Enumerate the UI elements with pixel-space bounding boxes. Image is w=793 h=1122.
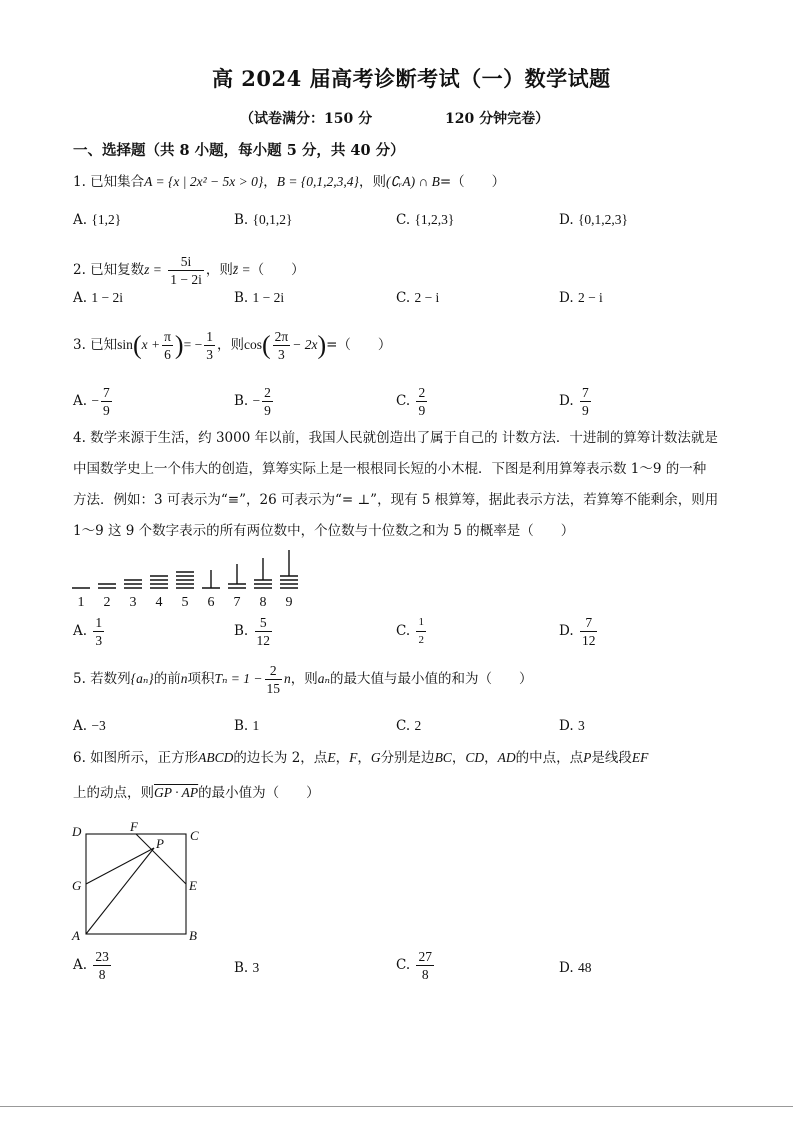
q6-abcd: ABCD	[198, 750, 234, 765]
q2-option-a[interactable]	[73, 290, 123, 306]
numerator: 5	[255, 614, 273, 632]
numerator: 7	[581, 385, 589, 400]
q6-f: F	[349, 750, 358, 765]
option-label: D.	[559, 212, 574, 228]
q3-2pi-over-3	[273, 328, 291, 363]
q2-paren: （ ）	[250, 262, 305, 278]
q1-option-a[interactable]	[73, 212, 121, 228]
q5-fraction	[265, 662, 283, 697]
option-fraction	[416, 384, 427, 419]
q3-option-c[interactable]	[396, 384, 429, 419]
denominator: 9	[581, 403, 589, 418]
q3-then: ，则	[216, 337, 244, 353]
q6-sep: ，	[484, 750, 498, 766]
denominator: 12	[581, 633, 596, 648]
option-value: 2 − i	[577, 290, 603, 305]
option-label: A.	[73, 212, 88, 228]
option-label: C.	[396, 290, 411, 306]
q6-bc: BC	[434, 750, 452, 765]
q2-zbar: z̄ =	[232, 262, 251, 277]
option-value: {0,1,2,3}	[577, 212, 629, 227]
q4-option-b[interactable]	[234, 614, 274, 649]
option-fraction	[93, 614, 104, 649]
option-label: B.	[234, 290, 249, 306]
numerator: 27	[418, 949, 432, 964]
q6-g: G	[370, 750, 381, 765]
question-4-line-4: 1～9 这 9 个数字表示的所有两位数中，个位数与十位数之和为 5 的概率是（ ）	[73, 523, 575, 539]
time-info: 120 分钟完卷）	[445, 111, 550, 127]
q1-comma: ，	[263, 174, 277, 190]
counting-rods-figure	[70, 548, 310, 610]
q5-mid: 的前	[153, 671, 181, 687]
q3-option-b[interactable]	[234, 384, 275, 419]
q3-eq-neg: = −	[183, 337, 203, 352]
rod-digit: 3	[129, 595, 137, 610]
numerator: 2π	[274, 329, 289, 344]
option-label: B.	[234, 623, 249, 639]
option-label: D.	[559, 290, 574, 306]
denominator: 3	[95, 633, 103, 648]
option-value: 2 − i	[414, 290, 440, 305]
q3-sin: sin	[117, 337, 133, 352]
segment-gp	[86, 848, 154, 884]
numerator: 1	[95, 615, 103, 630]
option-label: C.	[396, 718, 411, 734]
q1-then: ，则	[358, 174, 386, 190]
question-4-line-2: 中国数学史上一个伟大的创造，算筹实际上是一根根同长短的小木棍．下图是利用算筹表示数 1～9 的一种	[73, 461, 707, 477]
rod-digit: 8	[259, 595, 267, 610]
q2-option-b[interactable]	[234, 290, 284, 306]
q1-prefix: 1. 已知集合	[73, 174, 145, 190]
question-5	[73, 662, 533, 697]
option-label: C.	[396, 393, 411, 409]
denominator: 15	[266, 681, 281, 696]
denominator: 2	[418, 634, 424, 646]
q3-x-plus: x +	[141, 337, 161, 352]
question-1	[73, 172, 505, 192]
label-p: P	[156, 836, 164, 851]
q2-numerator: 5i	[168, 253, 204, 271]
label-b: B	[189, 928, 197, 943]
question-2	[73, 253, 305, 288]
q6-ad: AD	[497, 750, 516, 765]
option-value: −3	[91, 718, 106, 733]
option-label: B.	[234, 393, 249, 409]
numerator: 23	[95, 949, 109, 964]
option-label: D.	[559, 623, 574, 639]
q3-eq-paren: =（ ）	[326, 337, 392, 353]
q6-e: E	[327, 750, 336, 765]
option-label: D.	[559, 718, 574, 734]
denominator: 9	[264, 403, 271, 418]
option-value: {1,2,3}	[414, 212, 455, 227]
option-sign: −	[91, 393, 99, 408]
q6-sep: ，	[357, 750, 371, 766]
question-4-line-1: 4. 数学来源于生活，约 3000 年以前，我国人民就创造出了属于自己的 计数方法．十进制的算筹计数法就是	[73, 430, 718, 446]
option-label: D.	[559, 393, 574, 409]
numerator: 1	[416, 614, 426, 632]
square-abcd	[86, 834, 186, 934]
page-bottom-rule	[0, 1106, 793, 1107]
option-label: B.	[234, 960, 249, 976]
denominator: 9	[102, 403, 110, 418]
q4-option-d[interactable]	[559, 614, 599, 649]
q6-cd: CD	[465, 750, 485, 765]
option-label: A.	[73, 623, 88, 639]
denominator: 8	[98, 967, 106, 982]
option-fraction	[101, 384, 112, 419]
q6-option-b[interactable]	[234, 960, 259, 976]
option-fraction	[93, 948, 111, 983]
label-g: G	[72, 878, 82, 893]
q3-cos: cos	[243, 337, 262, 352]
question-6-line-2	[73, 783, 320, 803]
rod-digit: 2	[103, 595, 111, 610]
rod-digit: 7	[233, 595, 241, 610]
option-fraction	[580, 384, 591, 419]
q5-tn: Tₙ = 1 −	[214, 671, 263, 686]
option-sign: −	[252, 393, 261, 408]
option-label: A.	[73, 957, 88, 973]
score-info: （试卷满分：150 分	[240, 111, 373, 127]
page-title: 高 2024 届高考诊断考试（一）数学试题	[212, 66, 611, 91]
q6-option-a[interactable]	[73, 948, 113, 983]
left-paren: (	[261, 330, 271, 360]
q3-option-d[interactable]	[559, 384, 593, 419]
q1-option-c[interactable]	[396, 212, 454, 228]
option-value: 1 − 2i	[252, 290, 285, 305]
option-fraction	[416, 948, 434, 983]
q3-option-a[interactable]	[73, 384, 114, 419]
rod-digit: 9	[285, 595, 293, 610]
numerator: 7	[102, 385, 110, 400]
q5-option-c[interactable]	[396, 718, 421, 734]
denominator: 3	[206, 347, 213, 362]
numerator: 1	[206, 329, 213, 344]
segment-ap	[86, 848, 154, 934]
q6-option-d[interactable]	[559, 960, 591, 976]
label-e: E	[189, 878, 197, 893]
denominator: 9	[418, 403, 426, 418]
option-fraction	[255, 614, 273, 649]
label-f: F	[130, 819, 138, 834]
q1-expr: (∁ᵣA) ∩ B	[385, 174, 440, 189]
denominator: 8	[421, 967, 429, 982]
q4-option-c[interactable]	[396, 614, 428, 649]
left-paren: (	[132, 330, 142, 360]
q1-option-d[interactable]	[559, 212, 628, 228]
q3-prefix: 3. 已知	[73, 337, 118, 353]
question-4-line-3: 方法．例如：3 可表示为“≡”，26 可表示为“= ⊥”，现有 5 根算筹，据此表示方法，若算筹不能剩余，则用	[73, 492, 719, 508]
label-d: D	[72, 824, 82, 839]
q6-sep: ，	[451, 750, 466, 766]
option-value: {1,2}	[91, 212, 122, 227]
q5-n: n	[180, 671, 188, 686]
option-label: D.	[559, 960, 574, 976]
option-label: B.	[234, 212, 249, 228]
q5-n2: n	[284, 671, 291, 686]
q2-option-d[interactable]	[559, 290, 603, 306]
q2-fraction	[168, 253, 204, 288]
option-fraction	[416, 614, 426, 649]
q1-set-a: A = {x | 2x² − 5x > 0}	[144, 174, 264, 189]
q6-ef: EF	[631, 750, 649, 765]
q5-tail: 的最大值与最小值的和为（ ）	[330, 671, 533, 687]
q1-option-b[interactable]	[234, 212, 292, 228]
q2-z: z =	[144, 262, 162, 277]
q6-sep: ，	[335, 750, 350, 766]
numerator: 2	[264, 385, 271, 400]
option-label: B.	[234, 718, 249, 734]
right-paren: )	[317, 330, 327, 360]
question-6-line-1	[73, 748, 648, 768]
rod-digit: 4	[155, 595, 163, 610]
rod-digit: 6	[207, 595, 215, 610]
denominator: 3	[278, 347, 285, 362]
q2-prefix: 2. 已知复数	[73, 262, 145, 278]
label-c: C	[190, 828, 199, 843]
option-value: 1 − 2i	[91, 290, 123, 305]
option-value: 1	[252, 718, 260, 733]
square-figure	[68, 818, 208, 948]
denominator: 12	[256, 633, 271, 648]
q6-text: 的边长为 2，点	[233, 750, 328, 766]
q5-option-b[interactable]	[234, 718, 259, 734]
option-label: C.	[396, 957, 411, 973]
q4-option-a[interactable]	[73, 614, 106, 649]
option-value: 3	[252, 960, 260, 975]
numerator: 2	[265, 662, 283, 680]
option-value: 2	[414, 718, 422, 733]
q5-mid2: 项积	[187, 671, 215, 687]
q5-option-a[interactable]	[73, 718, 106, 734]
option-label: A.	[73, 718, 88, 734]
q1-set-b: B = {0,1,2,3,4}	[276, 174, 359, 189]
question-3	[73, 328, 391, 363]
section-heading: 一、选择题（共 8 小题，每小题 5 分，共 40 分）	[73, 142, 405, 159]
rod-digit: 1	[77, 595, 85, 610]
option-label: A.	[73, 290, 88, 306]
denominator: 6	[164, 347, 171, 362]
label-a: A	[72, 928, 80, 943]
option-fraction	[580, 614, 598, 649]
q5-an: aₙ	[317, 671, 331, 686]
option-value: 48	[577, 960, 592, 975]
q6-text: 的中点，点	[515, 750, 584, 766]
option-value: 3	[577, 718, 585, 733]
q6-text: 上的动点，则	[73, 785, 154, 801]
numerator: 7	[580, 614, 598, 632]
q6-dot-product: GP · AP	[154, 785, 199, 800]
numerator: π	[164, 329, 171, 344]
q5-then: ，则	[290, 671, 318, 687]
rod-strokes	[72, 550, 298, 588]
numerator: 2	[418, 385, 426, 400]
q2-then: ，则	[205, 262, 233, 278]
q5-prefix: 5. 若数列	[73, 671, 131, 687]
option-label: A.	[73, 393, 88, 409]
q5-option-d[interactable]	[559, 718, 585, 734]
q3-pi-over-6	[162, 328, 173, 363]
q3-one-third	[204, 328, 215, 363]
right-paren: )	[174, 330, 184, 360]
q2-option-c[interactable]	[396, 290, 439, 306]
option-label: C.	[396, 623, 411, 639]
option-value: {0,1,2}	[252, 212, 293, 227]
rod-digit: 5	[181, 595, 189, 610]
q3-minus-2x: − 2x	[292, 337, 318, 352]
q5-sequence: {aₙ}	[130, 671, 154, 686]
q6-text: 是线段	[591, 750, 632, 766]
q1-eq: =（ ）	[439, 174, 506, 190]
q6-text: 6. 如图所示，正方形	[73, 750, 199, 766]
q6-p: P	[583, 750, 592, 765]
q6-option-c[interactable]	[396, 948, 436, 983]
option-label: C.	[396, 212, 411, 228]
option-fraction	[262, 384, 273, 419]
q6-text: 的最小值为（ ）	[198, 785, 320, 801]
q2-denominator: 1 − 2i	[170, 272, 202, 287]
q6-text: 分别是边	[380, 750, 435, 766]
